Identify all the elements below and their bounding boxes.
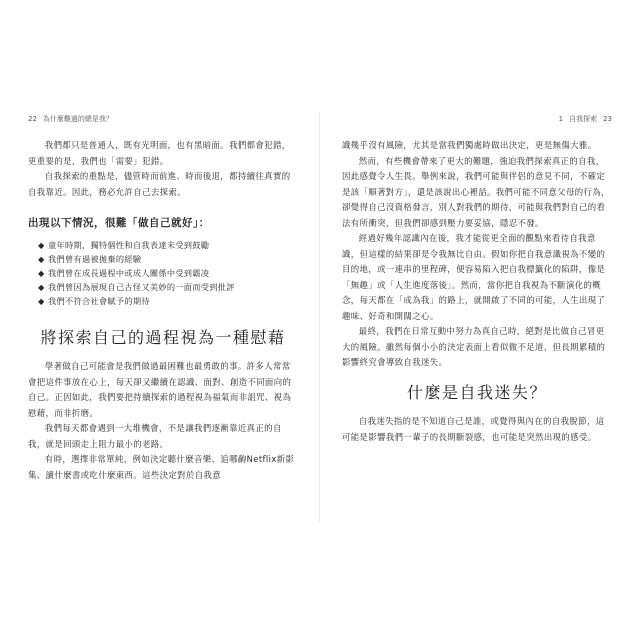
book-spread <box>28 112 612 512</box>
left-running-title: 為什麼難過的總是我？ <box>42 115 113 123</box>
list-item-text: 童年時期，獨特個性和自我表達未受到鼓勵 <box>48 239 210 250</box>
right-paragraph: 然而，有些機會帶來了更大的難題，強迫我們探索真正的自我，因此感覺令人生畏。舉例來說，我們可能與伴侶的意見不同，不確定是該「順著對方」，還是該說出心裡話。我們可能不同意父母的行為，卻覺得自己沒資格發言，別人對我們的期待，可能與我們對自己的看法有所衝突，但我們卻感到壓力要妥協，隱忍不發。 <box>342 155 610 228</box>
diamond-bullet-icon: ◆ <box>38 253 45 264</box>
diamond-bullet-icon: ◆ <box>38 239 45 250</box>
right-paragraph: 識幾乎沒有風險，尤其是當我們獨處時做出決定，更是無傷大雅。 <box>342 140 597 150</box>
left-subheading: 出現以下情況，很難「做自己就好」： <box>28 217 210 229</box>
right-paragraph: 最終，我們在日常互動中努力為真自己時，絕對是比做自己冒更大的風險。雖然每個小小的決定表面上看似微不足道，但長期累積的影響終究會導致自我迷失。 <box>342 326 606 367</box>
right-section-title: 什麼是自我迷失？ <box>406 382 547 402</box>
right-page-body <box>342 138 612 445</box>
right-page-header <box>342 112 612 126</box>
left-page-number: 22 <box>28 115 37 123</box>
right-paragraph: 經過好幾年認識內在後，我才能從更全面的觀點來看待自我意識，但這樣的結果卻是令我無比自由。假如你把自我意識視為不變的目的地，或一連串的里程碑，便容易陷入把自我標籤化的陷阱，像是「無趣」或「人生進度落後」。然而，當你把自我視為不斷演化的概念，每天都在「成為我」的路上，就開啟了不同的可能，人生出現了趣味、好奇和開闊之心。 <box>342 233 606 321</box>
left-page-body <box>28 138 298 483</box>
left-paragraph: 學著做自己可能會是我們做過最困難也最勇敢的事。許多人常常會把這件事放在心上，每天卻又繼續在認識、面對、創造不同面向的自己。正因如此，我們要把持續探索的過程視為福氣而非詛咒、視為慰藉，而非折磨。 <box>28 361 292 418</box>
list-item-text: 我們曾有過被拋棄的經驗 <box>48 253 142 264</box>
page-gutter <box>319 112 320 522</box>
list-item-text: 我們曾在成長過程中或成人關係中受到霸凌 <box>48 267 210 278</box>
list-item <box>38 238 298 252</box>
list-item-text: 我們不符合社會賦予的期待 <box>48 295 150 306</box>
diamond-bullet-icon: ◆ <box>38 267 45 278</box>
left-paragraph: 有時，選擇非常單純，例如決定聽什麼音樂、追哪齣Netflix新影集、讀什麼書或吃什麼東西。這些決定對於自我意 <box>28 454 295 480</box>
diamond-bullet-icon: ◆ <box>38 281 45 292</box>
list-item <box>38 280 298 294</box>
left-paragraph: 自我探索的重點是，儘管時而前進、時而後退，都持續往真實的自我靠近。因此，務必允許自己去探索。 <box>28 171 291 197</box>
list-item-text: 我們曾因為展現自己古怪又美妙的一面而受到批評 <box>48 281 235 292</box>
left-page-header <box>28 112 298 126</box>
left-paragraph: 我們都只是普通人，既有光明面，也有黑暗面。我們都會犯錯，更重要的是，我們也「需要」犯錯。 <box>28 140 291 166</box>
right-page-number: 23 <box>603 115 612 123</box>
list-item <box>38 294 298 308</box>
list-item <box>38 252 298 266</box>
left-paragraph: 我們每天都會遇到一大堆機會，不是讓我們逐漸靠近真正的自我，就是回頭走上阻力最小的老路。 <box>28 423 282 449</box>
right-running-title: 自我探索 <box>569 115 598 123</box>
left-page <box>28 112 298 483</box>
chapter-number: 1 <box>558 115 564 123</box>
condition-list <box>28 238 298 308</box>
left-section-title: 將探索自己的過程視為一種慰藉 <box>40 327 286 347</box>
list-item <box>38 266 298 280</box>
right-page <box>342 112 612 445</box>
diamond-bullet-icon: ◆ <box>38 295 45 306</box>
right-paragraph: 自我迷失指的是不知道自己是誰，或覺得與內在的自我脫節，這可能是影響我們一輩子的長期斷裂感，也可能是突然出現的感受。 <box>342 416 605 442</box>
